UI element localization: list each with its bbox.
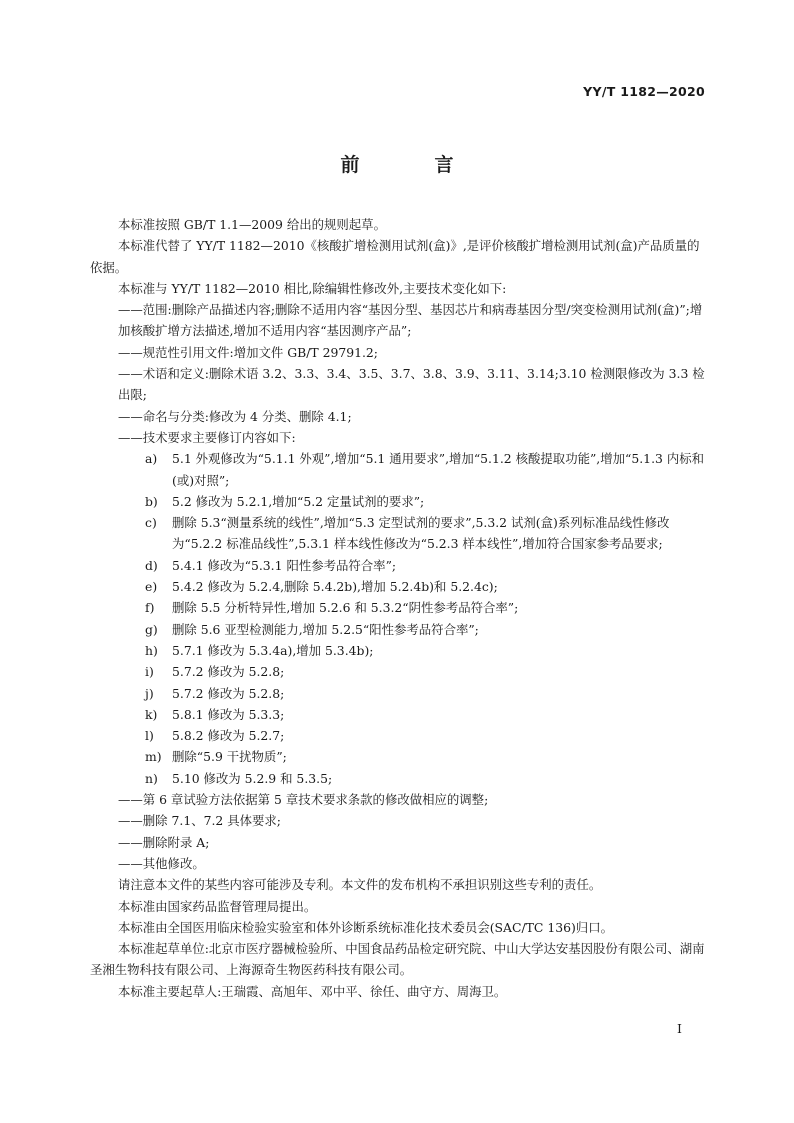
change-scope: ——范围:删除产品描述内容;删除不适用内容“基因分型、基因芯片和病毒基因分型/突变检测用试剂(盒)”;增加核酸扩增方法描述,增加不适用内容“基因测序产品”; <box>118 302 703 339</box>
standard-code: YY/T 1182—2020 <box>583 84 705 99</box>
page-title: 前 言 <box>340 154 482 176</box>
list-item-label: g) <box>145 621 158 637</box>
change-normative-references: ——规范性引用文件:增加文件 GB/T 29791.2; <box>118 344 378 360</box>
list-item <box>90 512 706 555</box>
list-item-label: i) <box>145 664 154 680</box>
list-item-text: 5.7.2 修改为 5.2.8; <box>172 685 285 701</box>
page-number: I <box>677 1021 682 1036</box>
list-item-text: 5.4.1 修改为“5.3.1 阳性参考品符合率”; <box>172 557 397 573</box>
list-item <box>90 491 706 512</box>
list-item-text: 5.7.1 修改为 5.3.4a),增加 5.3.4b); <box>172 642 374 658</box>
change-technical-requirements: ——技术要求主要修订内容如下: <box>118 429 296 445</box>
list-item <box>90 768 706 789</box>
list-item-label: k) <box>145 706 158 722</box>
list-item-text: 删除 5.5 分析特异性,增加 5.2.6 和 5.3.2“阴性参考品符合率”; <box>172 600 519 616</box>
list-item <box>90 683 706 704</box>
list-item-label: b) <box>145 493 158 509</box>
list-item-text: 5.2 修改为 5.2.1,增加“5.2 定量试剂的要求”; <box>172 493 425 509</box>
list-item-text: 删除“5.9 干扰物质”; <box>172 749 287 765</box>
list-item-text: 5.1 外观修改为“5.1.1 外观”,增加“5.1 通用要求”,增加“5.1.2 核酸提取功能”,增加“5.1.3 内标和(或)对照”; <box>172 451 704 488</box>
list-item-text: 5.7.2 修改为 5.2.8; <box>172 664 285 680</box>
paragraph-proposed-by: 本标准由国家药品监督管理局提出。 <box>118 898 317 914</box>
list-item <box>90 555 706 576</box>
paragraph-centralized-by: 本标准由全国医用临床检验实验室和体外诊断系统标准化技术委员会(SAC/TC 136)归口。 <box>118 919 613 935</box>
paragraph-replaces: 本标准代替了 YY/T 1182—2010《核酸扩增检测用试剂(盒)》,是评价核酸扩增检测用试剂(盒)产品质量的依据。 <box>90 238 700 275</box>
list-item-label: d) <box>145 557 158 573</box>
list-item-text: 5.10 修改为 5.2.9 和 5.3.5; <box>172 770 333 786</box>
change-annex: ——删除附录 A; <box>118 834 210 850</box>
change-chapter-6: ——第 6 章试验方法依据第 5 章技术要求条款的修改做相应的调整; <box>118 792 489 808</box>
list-item-label: n) <box>145 770 158 786</box>
change-other: ——其他修改。 <box>118 855 205 871</box>
paragraph-changes-intro: 本标准与 YY/T 1182—2010 相比,除编辑性修改外,主要技术变化如下: <box>118 280 507 296</box>
list-item-label: a) <box>145 451 158 467</box>
change-terms: ——术语和定义:删除术语 3.2、3.3、3.4、3.5、3.7、3.8、3.9、3.11、3.14;3.10 检测限修改为 3.3 检出限; <box>118 366 705 403</box>
paragraph-drafters: 本标准主要起草人:王瑞霞、高旭年、邓中平、徐任、曲守方、周海卫。 <box>118 983 507 999</box>
list-item <box>90 597 706 618</box>
paragraph-drafting-rules: 本标准按照 GB/T 1.1—2009 给出的规则起草。 <box>118 217 386 232</box>
list-item <box>90 640 706 661</box>
document-body <box>90 214 706 1002</box>
list-item-text: 5.8.2 修改为 5.2.7; <box>172 728 285 744</box>
list-item-label: l) <box>145 728 154 744</box>
list-item-label: e) <box>145 579 158 595</box>
change-naming: ——命名与分类:修改为 4 分类、删除 4.1; <box>118 408 352 424</box>
list-item <box>90 619 706 640</box>
list-item <box>90 661 706 682</box>
list-item-text: 删除 5.6 亚型检测能力,增加 5.2.5“阳性参考品符合率”; <box>172 621 479 637</box>
list-item-text: 5.4.2 修改为 5.2.4,删除 5.4.2b),增加 5.2.4b)和 5.2.4c); <box>172 579 498 595</box>
list-item <box>90 704 706 725</box>
paragraph-drafting-units: 本标准起草单位:北京市医疗器械检验所、中国食品药品检定研究院、中山大学达安基因股份有限公司、湖南圣湘生物科技有限公司、上海源奇生物医药科技有限公司。 <box>90 941 705 978</box>
list-item-label: c) <box>145 515 157 531</box>
list-item <box>90 448 706 491</box>
paragraph-patent-notice: 请注意本文件的某些内容可能涉及专利。本文件的发布机构不承担识别这些专利的责任。 <box>118 877 602 893</box>
list-item-text: 5.8.1 修改为 5.3.3; <box>172 706 285 722</box>
list-item <box>90 746 706 767</box>
list-item <box>90 576 706 597</box>
list-item-label: f) <box>145 600 155 616</box>
change-chapter-7: ——删除 7.1、7.2 具体要求; <box>118 813 281 829</box>
list-item-text: 删除 5.3“测量系统的线性”,增加“5.3 定型试剂的要求”,5.3.2 试剂(盒)系列标准品线性修改为“5.2.2 标准品线性”,5.3.1 样本线性修改为“5.2.3 样本线性”,增加符合国家参考品要求; <box>172 515 670 552</box>
list-item-label: j) <box>145 685 154 701</box>
list-item-label: m) <box>145 749 162 765</box>
list-item-label: h) <box>145 642 158 658</box>
list-item <box>90 725 706 746</box>
